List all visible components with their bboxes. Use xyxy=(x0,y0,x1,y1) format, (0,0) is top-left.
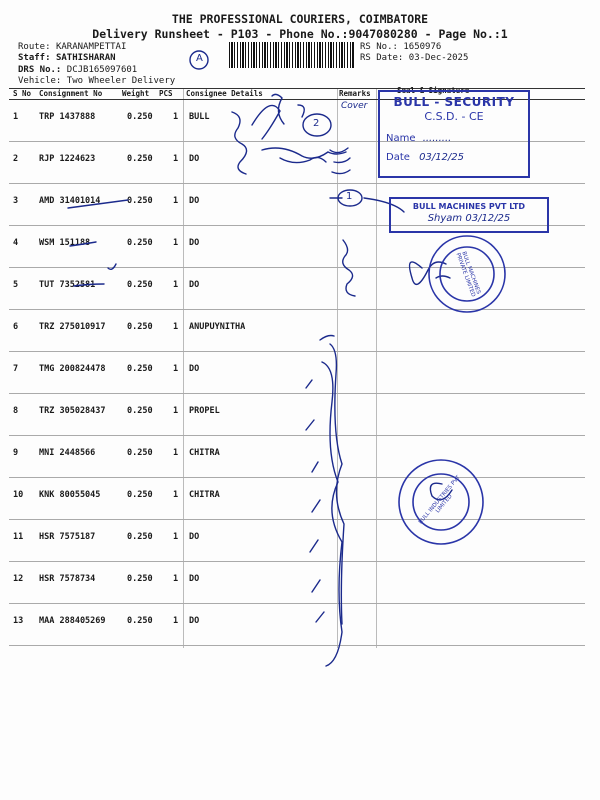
cell-consignment: TUT 7352581 xyxy=(39,280,96,290)
cell-sno: 11 xyxy=(13,532,24,542)
cell-pcs: 1 xyxy=(173,112,179,122)
route-value: KARANAMPETTAI xyxy=(55,42,127,52)
cell-consignee: DO xyxy=(189,280,200,290)
cell-sno: 9 xyxy=(13,448,19,458)
company-title: THE PROFESSIONAL COURIERS, COIMBATORE xyxy=(171,12,429,26)
cell-consignee: BULL xyxy=(189,112,210,122)
cell-consignment: MAA 288405269 xyxy=(39,616,106,626)
cell-consignee: DO xyxy=(189,574,200,584)
cell-consignment: KNK 80055045 xyxy=(39,490,101,500)
bull-security-title: BULL - SECURITY xyxy=(393,95,515,109)
cell-sno: 13 xyxy=(13,616,24,626)
cell-weight: 0.250 xyxy=(127,196,153,206)
cell-consignment: HSR 7578734 xyxy=(39,574,96,584)
header-pcs: PCS xyxy=(159,89,173,98)
cell-weight: 0.250 xyxy=(127,532,153,542)
cell-weight: 0.250 xyxy=(127,112,153,122)
cell-weight: 0.250 xyxy=(127,364,153,374)
stamp-date-line xyxy=(386,152,528,163)
drs-label: DRS No.: xyxy=(18,65,62,75)
rs-no-value: 1650976 xyxy=(403,42,442,52)
bull-machines-stamp xyxy=(389,197,549,233)
cell-pcs: 1 xyxy=(173,238,179,248)
round-seal-text-1: BULL MACHINES PRIVATE LIMITED xyxy=(454,250,482,298)
cell-weight: 0.250 xyxy=(127,322,153,332)
runsheet-subtitle: Delivery Runsheet - P103 - Phone No.:9047080280 - Page No.:1 xyxy=(92,27,508,41)
cell-consignment: TRZ 305028437 xyxy=(39,406,106,416)
cell-weight: 0.250 xyxy=(127,448,153,458)
cell-consignee: DO xyxy=(189,196,200,206)
bull-security-stamp xyxy=(378,90,530,178)
cell-pcs: 1 xyxy=(173,154,179,164)
cell-weight: 0.250 xyxy=(127,616,153,626)
rs-no-label: RS No.: xyxy=(360,42,398,52)
cell-sno: 12 xyxy=(13,574,24,584)
cell-consignee: CHITRA xyxy=(189,490,220,500)
header-sno: S No xyxy=(13,89,32,98)
cell-sno: 8 xyxy=(13,406,19,416)
cell-pcs: 1 xyxy=(173,196,179,206)
stamp-signed-date: 03/12/25 xyxy=(419,152,465,163)
cell-sno: 5 xyxy=(13,280,19,290)
cell-sno: 7 xyxy=(13,364,19,374)
cell-consignment: TRP 1437888 xyxy=(39,112,96,122)
bull-machines-name: BULL MACHINES PVT LTD xyxy=(412,202,526,211)
bull-machines-signature: Shyam 03/12/25 xyxy=(427,213,511,224)
cell-consignment: TMG 200824478 xyxy=(39,364,106,374)
cell-weight: 0.250 xyxy=(127,574,153,584)
stamp-date-label: Date xyxy=(386,152,410,163)
cell-consignment: HSR 7575187 xyxy=(39,532,96,542)
cell-pcs: 1 xyxy=(173,406,179,416)
header-consignment: Consignment No xyxy=(39,89,103,98)
remark-cover: Cover xyxy=(341,101,368,111)
cell-consignment: RJP 1224623 xyxy=(39,154,96,164)
cell-weight: 0.250 xyxy=(127,406,153,416)
staff-value: SATHISHARAN xyxy=(55,53,116,63)
cell-sno: 10 xyxy=(13,490,24,500)
cell-consignee: DO xyxy=(189,616,200,626)
cell-consignee: CHITRA xyxy=(189,448,220,458)
drs-value: DCJB165097601 xyxy=(66,65,138,75)
vehicle-label: Vehicle: xyxy=(18,76,62,86)
vehicle-value: Two Wheeler Delivery xyxy=(66,76,176,86)
cell-consignee: DO xyxy=(189,364,200,374)
stamp-name-line: Name ......... xyxy=(386,133,452,144)
cell-consignee: PROPEL xyxy=(189,406,220,416)
cell-pcs: 1 xyxy=(173,490,179,500)
cell-sno: 2 xyxy=(13,154,19,164)
circled-letter-a: A xyxy=(196,53,203,64)
cell-consignment: WSM 151188 xyxy=(39,238,91,248)
cell-consignment: AMD 31401014 xyxy=(39,196,101,206)
cell-sno: 4 xyxy=(13,238,19,248)
cell-sno: 1 xyxy=(13,112,19,122)
header-seal: Seal & Signature xyxy=(397,86,470,95)
cell-weight: 0.250 xyxy=(127,490,153,500)
cell-pcs: 1 xyxy=(173,322,179,332)
bull-security-sub: C.S.D. - CE xyxy=(424,110,484,123)
header-weight: Weight xyxy=(122,89,150,98)
cell-pcs: 1 xyxy=(173,448,179,458)
cell-consignee: ANUPUYNITHA xyxy=(189,322,246,332)
cell-pcs: 1 xyxy=(173,574,179,584)
round-seal-text-2: BULL INDUSTRIES PVT LIMITED xyxy=(417,474,462,526)
rs-date-label: RS Date: xyxy=(360,53,404,63)
cell-consignee: DO xyxy=(189,238,200,248)
cell-sno: 3 xyxy=(13,196,19,206)
circled-number-2: 2 xyxy=(313,118,320,129)
cell-weight: 0.250 xyxy=(127,238,153,248)
circled-number-1: 1 xyxy=(346,191,353,202)
cell-pcs: 1 xyxy=(173,280,179,290)
staff-label: Staff: xyxy=(18,53,51,63)
cell-consignment: TRZ 275010917 xyxy=(39,322,106,332)
header-remarks: Remarks xyxy=(339,89,371,98)
cell-weight: 0.250 xyxy=(127,280,153,290)
cell-consignee: DO xyxy=(189,532,200,542)
cell-sno: 6 xyxy=(13,322,19,332)
cell-consignee: DO xyxy=(189,154,200,164)
cell-consignment: MNI 2448566 xyxy=(39,448,96,458)
cell-pcs: 1 xyxy=(173,616,179,626)
route-label: Route: xyxy=(18,42,51,52)
header-consignee: Consignee Details xyxy=(186,89,263,98)
stamp-name-label: Name xyxy=(386,133,416,144)
rs-date-value: 03-Dec-2025 xyxy=(408,53,469,63)
cell-pcs: 1 xyxy=(173,532,179,542)
cell-pcs: 1 xyxy=(173,364,179,374)
cell-weight: 0.250 xyxy=(127,154,153,164)
